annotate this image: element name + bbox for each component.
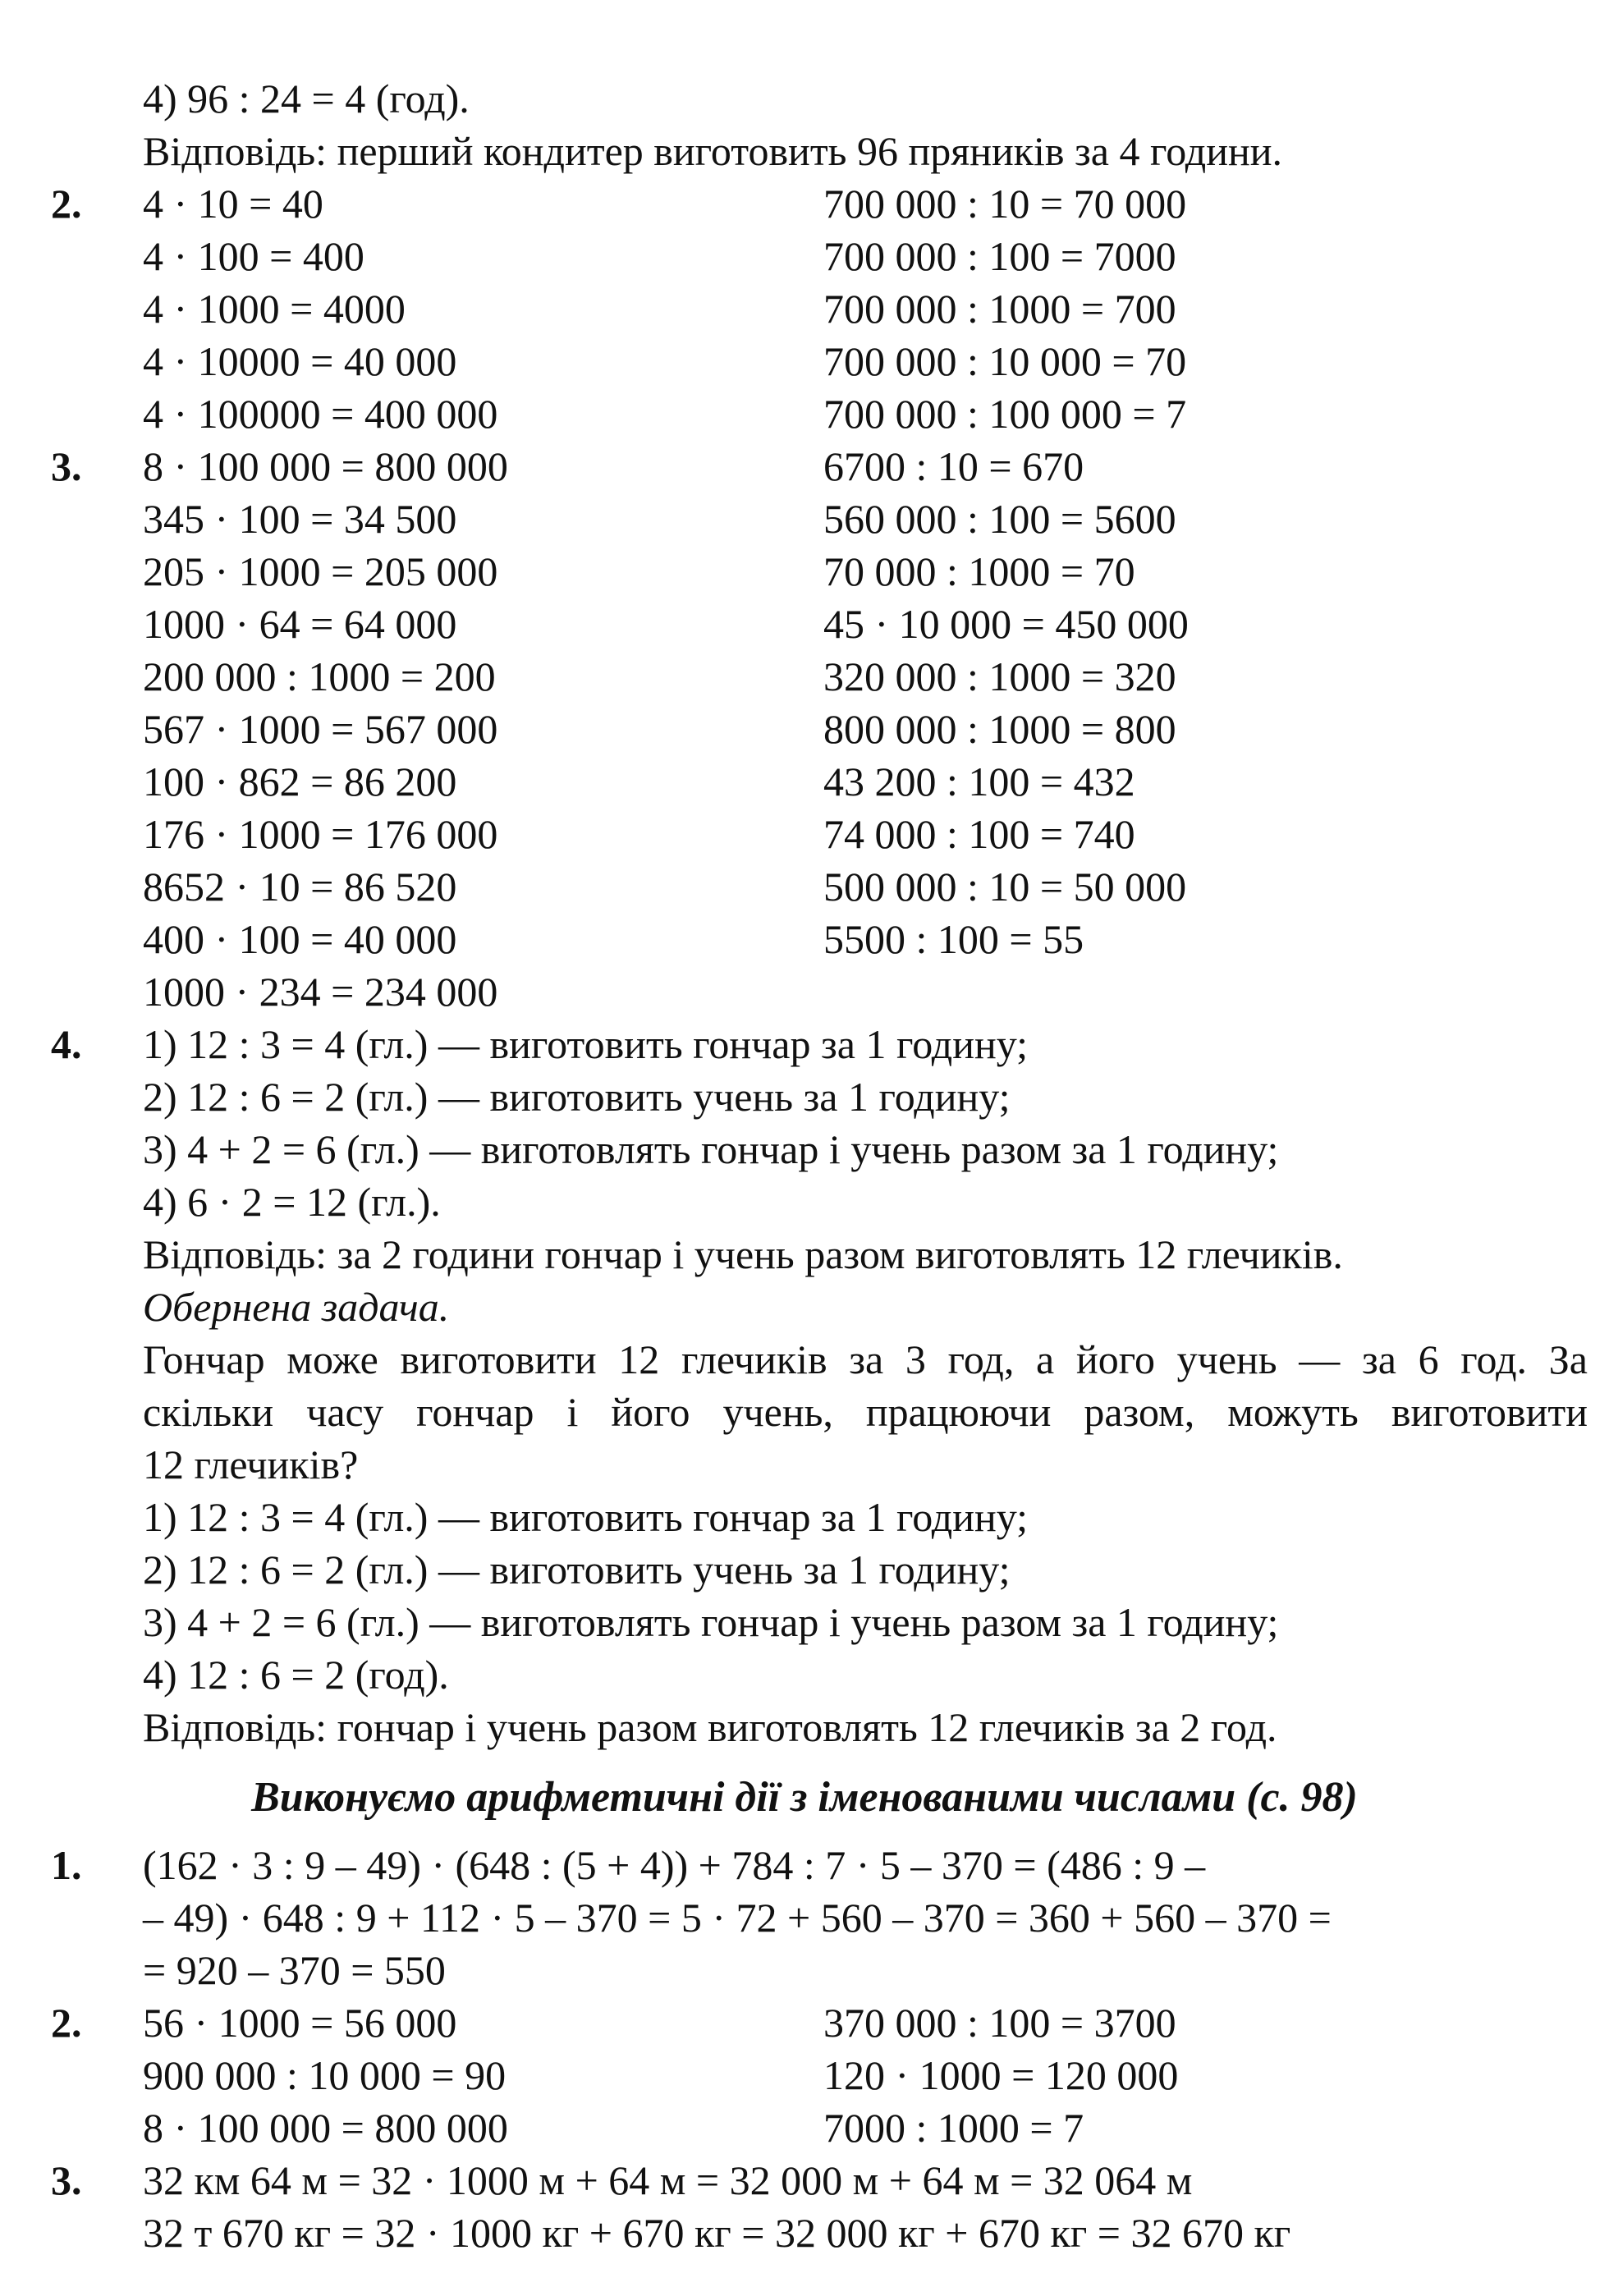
inverse-task-text: Гончар може виготовити 12 глечиків за 3 год, а його учень — за 6 год. За <box>143 1336 1588 1382</box>
step-line: 1) 12 : 3 = 4 (гл.) — виготовить гончар за 1 годину; <box>143 1021 1028 1067</box>
inverse-task-text: 12 глечиків? <box>143 1441 359 1487</box>
answer-line: Відповідь: за 2 години гончар і учень разом виготовлять 12 глечиків. <box>143 1231 1343 1277</box>
task-number: 3. <box>51 443 82 489</box>
equation: 70 000 : 1000 = 70 <box>823 548 1135 594</box>
step-line: 2) 12 : 6 = 2 (гл.) — виготовить учень за 1 годину; <box>143 1074 1011 1120</box>
equation: 176 · 1000 = 176 000 <box>143 811 498 857</box>
equation: 400 · 100 = 40 000 <box>143 916 457 962</box>
equation: 567 · 1000 = 567 000 <box>143 706 498 752</box>
equation: 4 · 100 = 400 <box>143 233 364 279</box>
equation: 370 000 : 100 = 3700 <box>823 2000 1176 2046</box>
equation: 4 · 100000 = 400 000 <box>143 391 498 437</box>
equation: 700 000 : 100 000 = 7 <box>823 391 1187 437</box>
expression-line: – 49) · 648 : 9 + 112 · 5 – 370 = 5 · 72 + 560 – 370 = 360 + 560 – 370 = <box>143 1895 1332 1941</box>
equation: 800 000 : 1000 = 800 <box>823 706 1176 752</box>
equation: 560 000 : 100 = 5600 <box>823 496 1176 542</box>
equation: 8652 · 10 = 86 520 <box>143 864 457 910</box>
step-line: 4) 6 · 2 = 12 (гл.). <box>143 1179 441 1225</box>
step-line: 4) 96 : 24 = 4 (год). <box>143 76 470 121</box>
equation: 100 · 862 = 86 200 <box>143 758 457 804</box>
step-line: 1) 12 : 3 = 4 (гл.) — виготовить гончар за 1 годину; <box>143 1494 1028 1540</box>
step-line: 4) 12 : 6 = 2 (год). <box>143 1652 449 1698</box>
equation: 8 · 100 000 = 800 000 <box>143 2105 508 2151</box>
step-line: 3) 4 + 2 = 6 (гл.) — виготовлять гончар і учень разом за 1 годину; <box>143 1126 1279 1172</box>
inverse-task-text: скільки часу гончар і його учень, працюючи разом, можуть виготовити <box>143 1389 1588 1435</box>
equation: 345 · 100 = 34 500 <box>143 496 457 542</box>
task-number: 2. <box>51 2000 82 2046</box>
answer-line: Відповідь: гончар і учень разом виготовлять 12 глечиків за 2 год. <box>143 1704 1277 1750</box>
step-line: 3) 4 + 2 = 6 (гл.) — виготовлять гончар і учень разом за 1 годину; <box>143 1599 1279 1645</box>
equation: 700 000 : 10 000 = 70 <box>823 338 1187 384</box>
equation: 45 · 10 000 = 450 000 <box>823 601 1189 647</box>
equation: 500 000 : 10 = 50 000 <box>823 864 1187 910</box>
expression-line: = 920 – 370 = 550 <box>143 1947 446 1993</box>
step-line: 2) 12 : 6 = 2 (гл.) — виготовить учень за 1 годину; <box>143 1547 1011 1593</box>
expression-line: (162 · 3 : 9 – 49) · (648 : (5 + 4)) + 784 : 7 · 5 – 370 = (486 : 9 – <box>143 1842 1206 1888</box>
equation: 4 · 10 = 40 <box>143 181 323 227</box>
equation: 900 000 : 10 000 = 90 <box>143 2052 507 2098</box>
answer-line: Відповідь: перший кондитер виготовить 96 пряників за 4 години. <box>143 128 1283 174</box>
equation: 700 000 : 100 = 7000 <box>823 233 1176 279</box>
equation: 7000 : 1000 = 7 <box>823 2105 1084 2151</box>
section-heading: Виконуємо арифметичні дії з іменованими числами (с. 98) <box>251 1774 1358 1821</box>
task-number: 3. <box>51 2157 82 2203</box>
inverse-task-title: Обернена задача. <box>143 1284 450 1330</box>
task-number: 2. <box>51 181 82 227</box>
equation: 4 · 10000 = 40 000 <box>143 338 457 384</box>
equation: 205 · 1000 = 205 000 <box>143 548 498 594</box>
equation: 200 000 : 1000 = 200 <box>143 653 496 699</box>
conversion-line: 32 км 64 м = 32 · 1000 м + 64 м = 32 000 м + 64 м = 32 064 м <box>143 2157 1193 2203</box>
equation: 6700 : 10 = 670 <box>823 443 1084 489</box>
equation: 1000 · 234 = 234 000 <box>143 969 498 1015</box>
task-number: 4. <box>51 1021 82 1067</box>
equation: 700 000 : 10 = 70 000 <box>823 181 1187 227</box>
equation: 700 000 : 1000 = 700 <box>823 286 1176 332</box>
equation: 120 · 1000 = 120 000 <box>823 2052 1179 2098</box>
equation: 43 200 : 100 = 432 <box>823 758 1135 804</box>
equation: 8 · 100 000 = 800 000 <box>143 443 508 489</box>
equation: 5500 : 100 = 55 <box>823 916 1084 962</box>
equation: 1000 · 64 = 64 000 <box>143 601 457 647</box>
conversion-line: 32 т 670 кг = 32 · 1000 кг + 670 кг = 32 000 кг + 670 кг = 32 670 кг <box>143 2210 1291 2256</box>
equation: 56 · 1000 = 56 000 <box>143 2000 457 2046</box>
equation: 4 · 1000 = 4000 <box>143 286 406 332</box>
task-number: 1. <box>51 1842 82 1888</box>
equation: 320 000 : 1000 = 320 <box>823 653 1176 699</box>
equation: 74 000 : 100 = 740 <box>823 811 1135 857</box>
